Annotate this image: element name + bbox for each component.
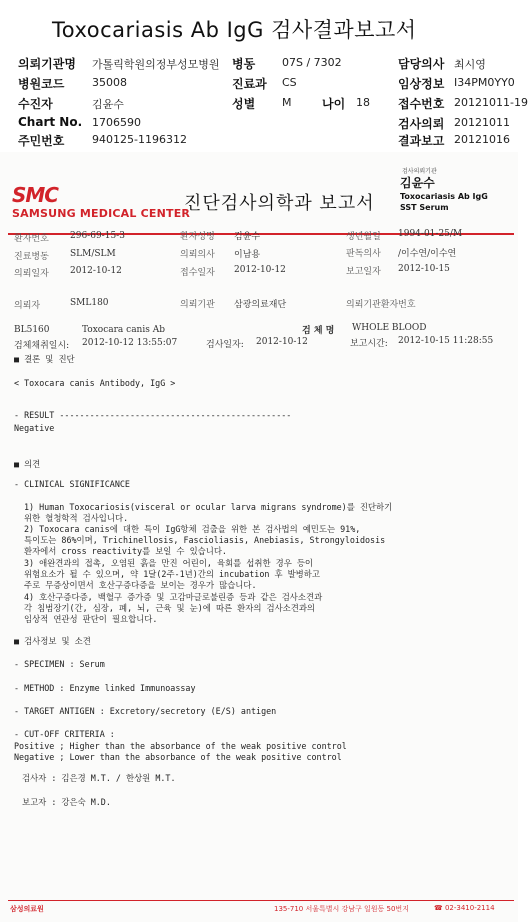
value-resident-no: 940125-1196312 bbox=[92, 133, 187, 146]
info-value: 김윤수 bbox=[234, 232, 261, 242]
significance-line: 3) 애완견과의 접촉, 오염된 흙을 만진 어린이, 육회를 섭취한 경우 등이 bbox=[24, 558, 314, 568]
label-age: 나이 bbox=[322, 97, 346, 111]
significance-line: 2) Toxocara canis에 대한 특이 IgG항체 검출을 위한 본 검사법의 예민도는 91%, bbox=[24, 524, 361, 534]
smc-logo: SMC bbox=[12, 183, 58, 207]
client-org-label: 의뢰기관 bbox=[180, 300, 215, 310]
value-test-request: 20121011 bbox=[454, 116, 510, 129]
test-name-top: Toxocariasis Ab IgG bbox=[400, 192, 488, 201]
value-hospital-code: 35008 bbox=[92, 76, 127, 89]
section-opinion: ■ 의견 bbox=[14, 459, 41, 469]
significance-line: 위한 혈청학적 검사입니다. bbox=[24, 513, 129, 523]
value-receipt-no: 20121011-19 bbox=[454, 96, 528, 109]
footer-phone: ☎ 02-3410-2114 bbox=[434, 904, 495, 912]
test-name: Toxocara canis Ab bbox=[82, 325, 165, 335]
cutoff-positive: Positive ; Higher than the absorbance of the weak positive control bbox=[14, 741, 347, 751]
test-date-label: 검사일자: bbox=[206, 340, 244, 350]
label-sex: 성별 bbox=[232, 97, 256, 111]
requester-caption: 검사의뢰기관 bbox=[402, 168, 437, 175]
significance-line: 각 침범장기(간, 심장, 폐, 뇌, 근육 및 눈)에 따른 환자의 검사소견과의 bbox=[24, 603, 316, 613]
significance-line: 환자에서 cross reactivity를 보일 수 있습니다. bbox=[24, 546, 227, 556]
info-label: 판독의사 bbox=[346, 249, 381, 259]
target-antigen-line: - TARGET ANTIGEN : Excretory/secretory (E/S) antigen bbox=[14, 706, 277, 716]
specimen-label: 검 체 명 bbox=[302, 326, 335, 336]
client-org-value: 삼광의료재단 bbox=[234, 300, 287, 310]
info-label: 의뢰의사 bbox=[180, 250, 215, 260]
info-label: 생년월일 bbox=[346, 232, 381, 242]
label-doctor: 담당의사 bbox=[398, 57, 445, 71]
hospital-name-logo: SAMSUNG MEDICAL CENTER bbox=[12, 207, 191, 220]
footer-divider bbox=[8, 900, 514, 901]
info-value: 2012-10-12 bbox=[234, 265, 286, 275]
value-client-name: 가톨릭학원의정부성모병원 bbox=[92, 58, 220, 71]
label-clinical-info: 임상정보 bbox=[398, 77, 445, 91]
significance-line: 4) 호산구증다증, 백혈구 증가증 및 고감마글로불린증 등과 같은 검사소견과 bbox=[24, 592, 323, 602]
test-code: BL5160 bbox=[14, 325, 50, 335]
cutoff-heading: - CUT-OFF CRITERIA : bbox=[14, 729, 115, 739]
label-test-request: 검사의뢰 bbox=[398, 117, 445, 131]
section-conclusion: ■ 결론 및 진단 bbox=[14, 354, 75, 364]
info-value: 2012-10-12 bbox=[70, 266, 122, 276]
info-value: 2012-10-15 bbox=[398, 264, 450, 274]
value-ward: 07S / 7302 bbox=[282, 56, 342, 69]
reporter-line: 보고자 : 강은숙 M.D. bbox=[22, 797, 111, 807]
info-value: 이남용 bbox=[234, 250, 261, 260]
label-department: 진료과 bbox=[232, 77, 267, 91]
section-test-info: ■ 검사정보 및 소견 bbox=[14, 636, 91, 646]
value-doctor: 최시영 bbox=[454, 58, 486, 71]
significance-line: 위험요소가 될 수 있으며, 약 1달(2주-1년)간의 incubation 후 발병하고 bbox=[24, 569, 320, 579]
significance-line: 특이도는 86%이며, Trichinellosis, Fascioliasis, Anebiasis, Strongyloidosis bbox=[24, 535, 386, 545]
result-value: Negative bbox=[14, 423, 55, 433]
value-chart-no: 1706590 bbox=[92, 116, 141, 129]
label-patient: 수진자 bbox=[18, 97, 53, 111]
info-value: /이수연/이수연 bbox=[398, 249, 457, 259]
collection-time-value: 2012-10-12 13:55:07 bbox=[82, 338, 178, 348]
label-chart-no: Chart No. bbox=[18, 115, 83, 129]
clinical-significance-heading: - CLINICAL SIGNIFICANCE bbox=[14, 479, 130, 489]
antibody-heading: < Toxocara canis Antibody, IgG > bbox=[14, 378, 176, 388]
specimen-value: WHOLE BLOOD bbox=[352, 323, 427, 333]
method-line: - METHOD : Enzyme linked Immunoassay bbox=[14, 683, 196, 693]
client-value: SML180 bbox=[70, 298, 109, 308]
info-value: 296-69-15-3 bbox=[70, 231, 125, 241]
specimen-line: - SPECIMEN : Serum bbox=[14, 659, 105, 669]
result-heading: - RESULT ---------------------------------------------- bbox=[14, 410, 292, 420]
collection-time-label: 검체채취일시: bbox=[14, 341, 70, 351]
info-label: 접수일자 bbox=[180, 268, 215, 278]
report-title: Toxocariasis Ab IgG 검사결과보고서 bbox=[52, 18, 417, 42]
report-time-label: 보고시간: bbox=[350, 339, 388, 349]
cutoff-negative: Negative ; Lower than the absorbance of the weak positive control bbox=[14, 752, 342, 762]
tester-line: 검사자 : 김은경 M.T. / 한상원 M.T. bbox=[22, 773, 176, 783]
label-ward: 병동 bbox=[232, 57, 256, 71]
value-age: 18 bbox=[356, 96, 370, 109]
value-patient: 김윤수 bbox=[92, 98, 124, 111]
client-patient-no-label: 의뢰기관환자번호 bbox=[346, 300, 416, 310]
report-time-value: 2012-10-15 11:28:55 bbox=[398, 336, 494, 346]
label-receipt-no: 접수번호 bbox=[398, 97, 445, 111]
test-date-value: 2012-10-12 bbox=[256, 337, 308, 347]
label-client-name: 의뢰기관명 bbox=[18, 57, 76, 71]
value-department: CS bbox=[282, 76, 297, 89]
footer-org: 삼성의료원 bbox=[10, 905, 44, 913]
value-sex: M bbox=[282, 96, 292, 109]
specimen-top: SST Serum bbox=[400, 203, 449, 212]
info-label: 의뢰일자 bbox=[14, 269, 49, 279]
value-clinical-info: I34PM0YY0 bbox=[454, 76, 515, 89]
label-hospital-code: 병원코드 bbox=[18, 77, 65, 91]
label-result-report: 결과보고 bbox=[398, 134, 445, 148]
info-label: 보고일자 bbox=[346, 267, 381, 277]
info-label: 환자성명 bbox=[180, 232, 215, 242]
client-label: 의뢰자 bbox=[14, 301, 41, 311]
significance-line: 주로 무증상이면서 호산구증다증을 보이는 경우가 많습니다. bbox=[24, 580, 257, 590]
significance-line: 1) Human Toxocariosis(visceral or ocular larva migrans syndrome)를 진단하기 bbox=[24, 502, 393, 512]
requester-name: 김윤수 bbox=[400, 176, 435, 190]
info-label: 진료병동 bbox=[14, 252, 49, 262]
footer-address: 135-710 서울특별시 강남구 일원동 50번지 bbox=[274, 905, 409, 913]
value-result-report: 20121016 bbox=[454, 133, 510, 146]
info-value: SLM/SLM bbox=[70, 249, 116, 259]
scan-title: 진단검사의학과 보고서 bbox=[184, 193, 375, 214]
label-resident-no: 주민번호 bbox=[18, 134, 65, 148]
info-label: 환자번호 bbox=[14, 234, 49, 244]
significance-line: 임상적 연관성 판단이 필요합니다. bbox=[24, 614, 158, 624]
info-value: 1994-01-25/M bbox=[398, 229, 463, 239]
